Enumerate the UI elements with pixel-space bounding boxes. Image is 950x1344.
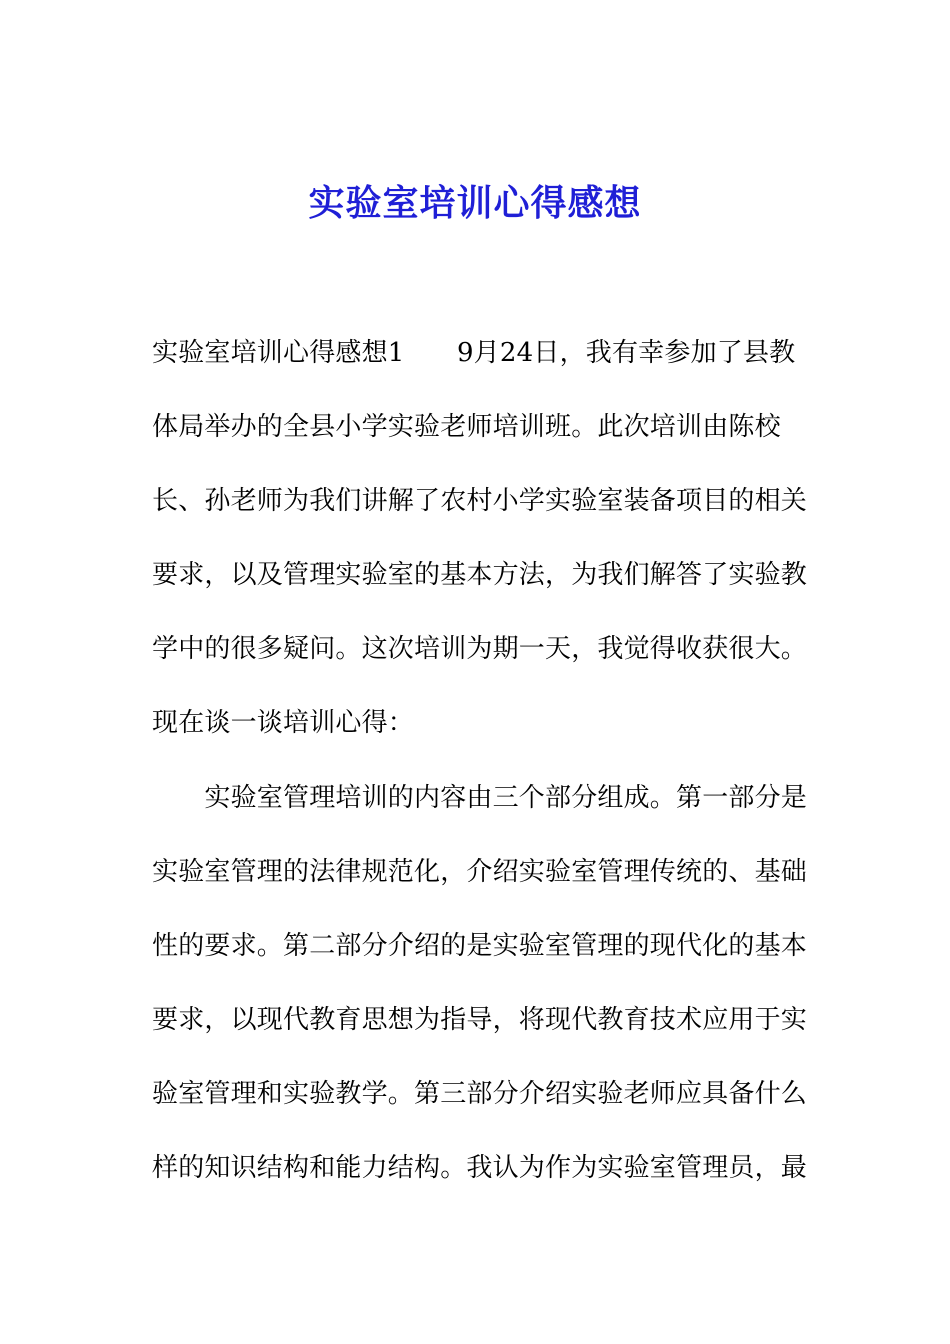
body-line-3: 长、孙老师为我们讲解了农村小学实验室装备项目的相关 (152, 486, 808, 516)
body-line-12: 样的知识结构和能力结构。我认为作为实验室管理员，最 (152, 1153, 808, 1183)
body-line-10: 要求，以现代教育思想为指导，将现代教育技术应用于实 (152, 1005, 808, 1035)
body-line-11: 验室管理和实验教学。第三部分介绍实验老师应具备什么 (152, 1079, 808, 1109)
body-line-2: 体局举办的全县小学实验老师培训班。此次培训由陈校 (152, 412, 781, 442)
body-line-4: 要求，以及管理实验室的基本方法，为我们解答了实验教 (152, 560, 808, 590)
body-line-7: 实验室管理培训的内容由三个部分组成。第一部分是 (152, 783, 808, 813)
body-line-6: 现在谈一谈培训心得： (152, 708, 415, 738)
body-line-8: 实验室管理的法律规范化，介绍实验室管理传统的、基础 (152, 857, 808, 887)
document-title: 实验室培训心得感想 (308, 182, 642, 224)
body-line-9: 性的要求。第二部分介绍的是实验室管理的现代化的基本 (152, 931, 808, 961)
body-line-1: 实验室培训心得感想1 9月24日，我有幸参加了县教 (152, 338, 796, 368)
body-line-5: 学中的很多疑问。这次培训为期一天，我觉得收获很大。 (152, 634, 808, 664)
